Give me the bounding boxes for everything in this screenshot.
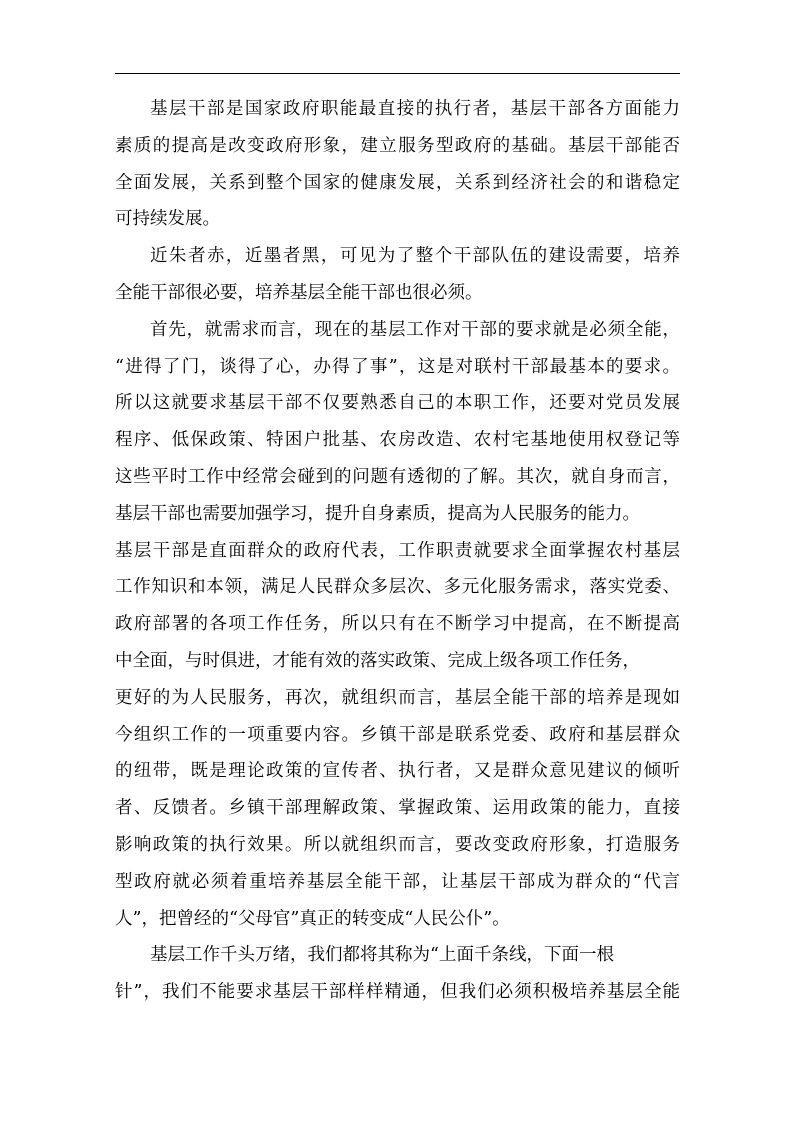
text-line: 政府部署的各项工作任务，所以只有在不断学习中提高，在不断提高 <box>115 614 680 635</box>
text-line: 的纽带，既是理论政策的宣传者、执行者，又是群众意见建议的倾听 <box>115 761 680 782</box>
text-line: 程序、低保政策、特困户批基、农房改造、农村宅基地使用权登记等 <box>115 430 680 451</box>
header-rule <box>115 73 680 74</box>
text-line: “进得了门，谈得了心，办得了事”，这是对联村干部最基本的要求。 <box>115 356 680 377</box>
text-line: 者、反馈者。乡镇干部理解政策、掌握政策、运用政策的能力，直接 <box>115 798 680 819</box>
text-line: 素质的提高是改变政府形象，建立服务型政府的基础。基层干部能否 <box>115 135 680 156</box>
text-line: 影响政策的执行效果。所以就组织而言，要改变政府形象，打造服务 <box>115 834 680 855</box>
text-line: 工作知识和本领，满足人民群众多层次、多元化服务需求，落实党委、 <box>115 577 680 598</box>
body-text <box>115 91 680 1011</box>
text-line: 全面发展，关系到整个国家的健康发展，关系到经济社会的和谐稳定 <box>115 172 680 193</box>
text-line: 近朱者赤，近墨者黑，可见为了整个干部队伍的建设需要，培养 <box>150 246 680 267</box>
text-line: 更好的为人民服务，再次，就组织而言，基层全能干部的培养是现如 <box>115 687 680 708</box>
text-line: 基层工作千头万绪，我们都将其称为“上面千条线，下面一根 <box>150 945 614 966</box>
text-line: 中全面，与时俱进，才能有效的落实政策、完成上级各项工作任务， <box>115 650 640 671</box>
text-line: 人”，把曾经的“父母官”真正的转变成“人民公仆”。 <box>115 908 510 929</box>
text-line: 所以这就要求基层干部不仅要熟悉自己的本职工作，还要对党员发展 <box>115 393 680 414</box>
text-line: 基层干部是国家政府职能最直接的执行者，基层干部各方面能力 <box>150 99 680 119</box>
text-line: 可持续发展。 <box>115 209 220 230</box>
text-line: 基层干部也需要加强学习，提升自身素质，提高为人民服务的能力。 <box>115 503 640 524</box>
text-line: 针”，我们不能要求基层干部样样精通，但我们必须积极培养基层全能 <box>115 982 680 1003</box>
text-line: 首先，就需求而言，现在的基层工作对干部的要求就是必须全能， <box>150 319 680 340</box>
text-line: 型政府就必须着重培养基层全能干部，让基层干部成为群众的“代言 <box>115 871 680 892</box>
text-line: 全能干部很必要，培养基层全能干部也很必须。 <box>115 282 483 303</box>
text-line: 今组织工作的一项重要内容。乡镇干部是联系党委、政府和基层群众 <box>115 724 680 745</box>
text-line: 基层干部是直面群众的政府代表，工作职责就要求全面掌握农村基层 <box>115 540 680 561</box>
text-line: 这些平时工作中经常会碰到的问题有透彻的了解。其次，就自身而言， <box>115 466 680 487</box>
